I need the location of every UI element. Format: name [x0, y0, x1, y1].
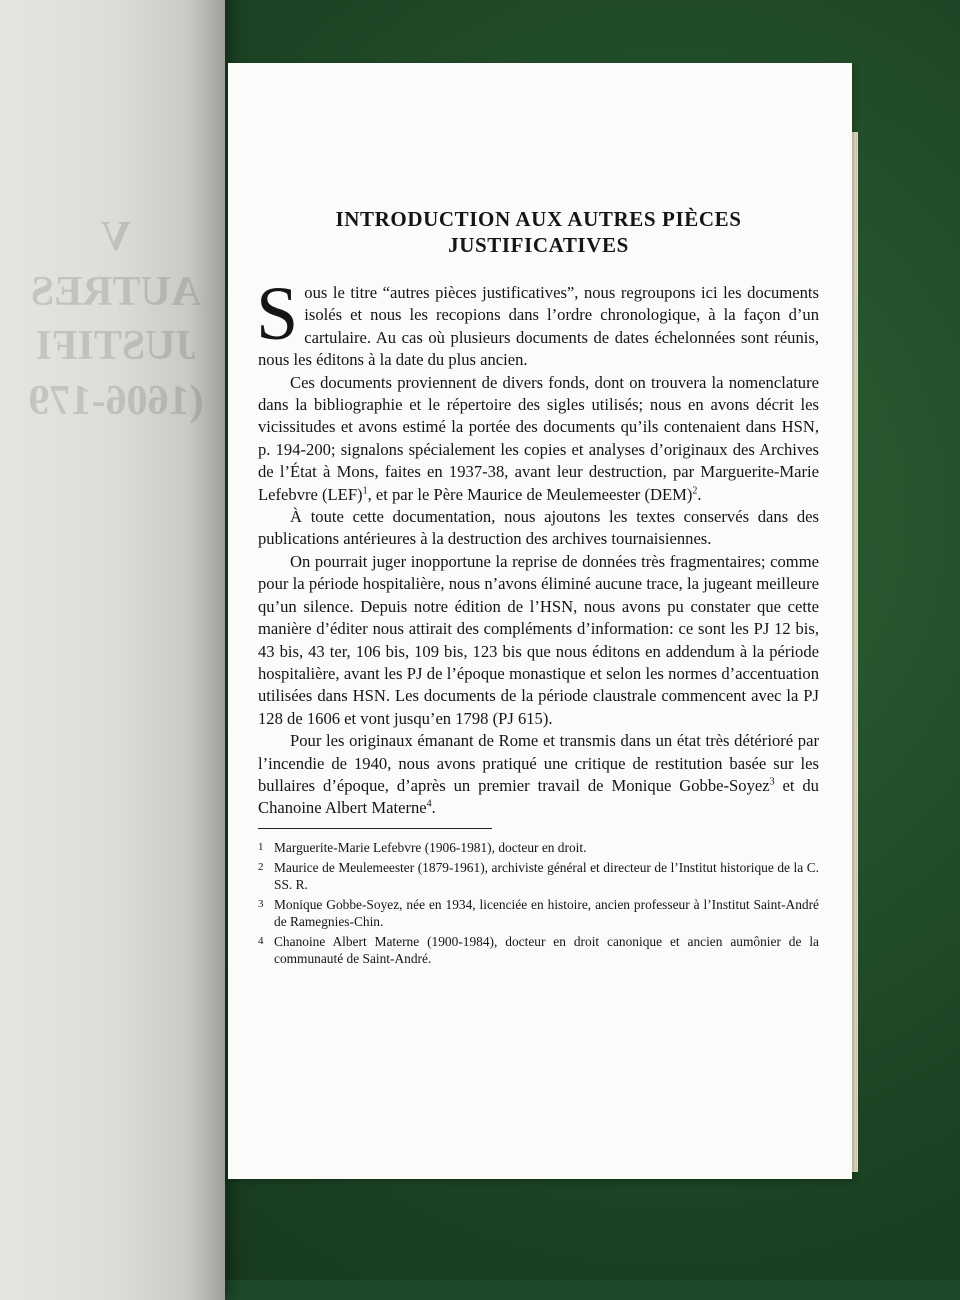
paragraph-2-part-1: Ces documents proviennent de divers fonds, dont on trouvera la nomenclature dans la bibliographie et le répertoire des sigles utilisés; nous en avons décrit les vicissitudes et avons estimé la portée des documents qu’ils contenaient dans HSN, p. 194-200; signalons spécialement les copies et analyses d’originaux des Archives de l’État à Mons, faites en 1937-38, avant leur destruction, par Marguerite-Marie Lefebvre (LEF)	[258, 372, 819, 504]
paragraph-1	[256, 272, 819, 372]
page-title	[258, 206, 819, 258]
title-line: INTRODUCTION AUX AUTRES PIÈCES	[335, 207, 742, 231]
footnote-ref-2: 2	[692, 485, 698, 497]
footnote	[258, 859, 819, 893]
footnote	[258, 933, 819, 967]
footnote-text: Chanoine Albert Materne (1900-1984), docteur en droit canonique et ancien aumônier de la communauté de Saint-André.	[274, 933, 819, 966]
paragraph-4: On pourrait juger inopportune la reprise de données très fragmentaires; comme pour la période hospitalière, nous n’avons éliminé aucune trace, la jugeant meilleure qu’un silence. Depuis notre édition de l’HSN, nous avons pu constater que cette manière d’éditer nous attirait des compléments d’information: ce sont les PJ 12 bis, 43 bis, 43 ter, 106 bis, 109 bis, 123 bis que nous éditons en addendum à la période hospitalière, avant les PJ de l’époque monastique et selon les normes d’accentuation utilisées dans HSN. Les documents de la période claustrale commencent avec la PJ 128 de 1606 et vont jusqu’en 1798 (PJ 615).	[258, 551, 819, 728]
book-page	[228, 63, 852, 1179]
bleed-line: V	[100, 214, 132, 260]
footnote-text: Monique Gobbe-Soyez, née en 1934, licenciée en histoire, ancien professeur à l’Institut Saint-André de Ramegnies-Chin.	[274, 896, 819, 929]
bleed-line: JUSTIFI	[35, 323, 197, 370]
footnote	[258, 896, 819, 930]
paragraph-2	[258, 372, 819, 506]
footnote-number: 1	[258, 840, 264, 853]
drop-cap: S	[256, 272, 299, 356]
paragraph-5	[258, 730, 819, 820]
bleed-line: AUTRES	[30, 268, 202, 315]
footnote	[258, 839, 819, 856]
footnote-number: 3	[258, 897, 264, 910]
footnote-number: 4	[258, 934, 264, 947]
footnote-text: Marguerite-Marie Lefebvre (1906-1981), docteur en droit.	[274, 839, 587, 855]
footnote-ref-4: 4	[426, 798, 432, 810]
footnote-ref-3: 3	[769, 776, 775, 788]
show-through-text	[16, 210, 216, 428]
footnote-ref-1: 1	[362, 485, 368, 497]
page-content	[258, 206, 819, 970]
paragraph-5-part-2: et du Chanoine Albert Materne	[258, 775, 819, 818]
paragraph-1-text: ous le titre “autres pièces justificatives”, nous regroupons ici les documents isolés et nous les recopions dans l’ordre chronologique, à la façon d’un cartulaire. Au cas où plusieurs documents de dates échelonnées sont réunis, nous les éditons à la date du plus ancien.	[258, 283, 819, 370]
body-text	[256, 272, 819, 820]
footnotes	[258, 839, 819, 967]
footnote-separator	[258, 828, 492, 829]
paragraph-5-part-1: Pour les originaux émanant de Rome et transmis dans un état très détérioré par l’incendie de 1940, nous avons pratiqué une critique de restitution basée sur les bullaires d’époque, d’après un premier travail de Monique Gobbe-Soyez	[258, 731, 819, 795]
paragraph-5-part-3: .	[431, 798, 436, 818]
paragraph-3: À toute cette documentation, nous ajoutons les textes conservés dans des publications antérieures à la destruction des archives tournaisiennes.	[258, 507, 819, 549]
paragraph-2-part-2: , et par le Père Maurice de Meulemeester (DEM)	[367, 484, 693, 504]
footnote-text: Maurice de Meulemeester (1879-1961), archiviste général et directeur de l’Institut historique de la C. SS. R.	[274, 859, 819, 892]
facing-page	[0, 0, 225, 1300]
bleed-line: (1606-179	[28, 377, 204, 424]
footnote-number: 2	[258, 860, 264, 873]
paragraph-2-part-3: .	[697, 484, 702, 504]
title-line: JUSTIFICATIVES	[448, 233, 629, 257]
